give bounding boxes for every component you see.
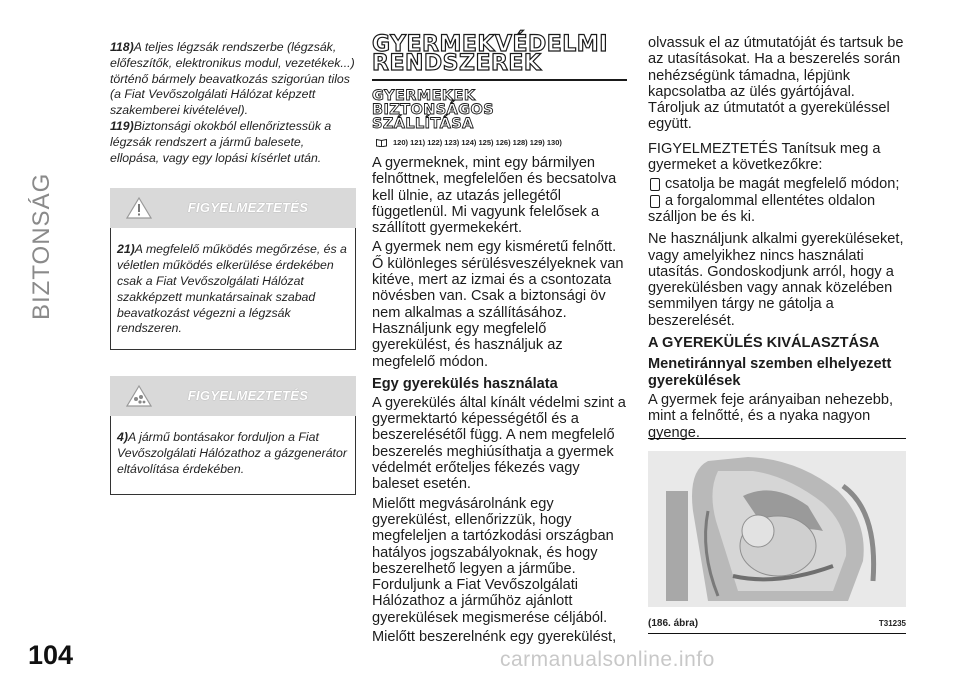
page-number: 104 <box>28 640 74 670</box>
body-middle <box>372 155 627 645</box>
paragraph: Mielőtt megvásárolnánk egy gyerekülést, ellenőrizzük, hogy megfeleljen a tartózkodási országban hatályos jogszabályoknak, és hogy beszerelhető legyen a járműbe. Forduljunk a Fiat Vevőszolgálati Hálózathoz a járműhöz ajánlott gyerekülések megismerése céljából. <box>372 495 614 626</box>
section-title: GYERMEKVÉDELMI RENDSZEREK <box>372 32 608 76</box>
figure-caption: (186. ábra) <box>648 618 699 629</box>
list-item: csatolja be magát megfelelő módon; <box>648 176 908 192</box>
note-118: 118)A teljes légzsák rendszerbe (légzsák, előfeszítők, elektronikus modul, vezetékek...) történő bármely beavatkozás szigorúan tilos (a Fiat Vevőszolgálati Hálózat képzett szakemberei kivételével). <box>110 40 355 118</box>
section-side-label: BIZTONSÁG <box>28 172 55 320</box>
warning-references: 120) 121) 122) 123) 124) 125) 126) 128) 129) 130) <box>372 138 627 147</box>
paragraph: A gyermek nem egy kisméretű felnőtt. Ő különleges sérülésveszélyeknek van kitéve, mert az izmai és a csontozata növésben van. Csak a biztonsági öv nem alkalmas a szállításához. Használjunk egy megfelelő gyerekülést, és használjuk az megfelelő módon. <box>372 239 624 370</box>
paragraph: A gyerekülés által kínált védelmi szint a gyermektartó képességétől és a beszerelésétől függ. A nem megfelelő beszerelés meghiúsíthatja a gyermek védelmét erőteljes fékezés vagy baleset esetén. <box>372 394 626 493</box>
checkbox-bullet-icon <box>650 178 660 191</box>
warning-header-2 <box>110 376 356 416</box>
figure-186 <box>648 438 906 634</box>
column-middle <box>372 32 627 648</box>
list-item-continuation: szálljon be és ki. <box>648 208 756 225</box>
checkbox-bullet-icon <box>650 195 660 208</box>
warning-box-1: 21)A megfelelő működés megőrzése, és a véletlen működés elkerülése érdekében csak a Fiat Vevőszolgálati Hálózat szakképzett munkatársainak szabad beavatkozást végezni a légzsák rendszeren. <box>110 228 356 350</box>
heading-child-seat-use: Egy gyerekülés használata <box>372 375 558 392</box>
heading-rear-facing: Menetiránnyal szemben elhelyezett gyerekülések <box>648 356 892 390</box>
column-left <box>110 40 356 495</box>
warning-box-2: 4)A jármű bontásakor forduljon a Fiat Vevőszolgálati Hálózathoz a gázgenerátor eltávolítása érdekében. <box>110 416 356 494</box>
subsection-title: GYERMEKEK BIZTONSÁGOS SZÁLLÍTÁSA <box>372 88 495 132</box>
title-rule <box>372 79 627 81</box>
paragraph: Mielőtt beszerelnénk egy gyerekülést, <box>372 629 617 646</box>
paragraph: FIGYELMEZTETÉS Tanítsuk meg a gyermeket a következőkre: <box>648 140 881 174</box>
warning-title-1: FIGYELMEZTETÉS <box>187 200 309 216</box>
warning-title-2: FIGYELMEZTETÉS <box>187 388 309 404</box>
book-icon <box>376 138 387 147</box>
paragraph: olvassuk el az útmutatóját és tartsuk be az utasításokat. Ha a beszerelés során nehézségünk támadna, lépjünk kapcsolatba az ülés gyártójával. Tároljuk az útmutatót a gyereküléssel együtt. <box>648 35 904 133</box>
warning-header-1 <box>110 188 356 228</box>
footnotes-block <box>110 40 356 166</box>
list-item: a forgalommal ellentétes oldalon <box>648 193 908 209</box>
rear-facing-child-seat-illustration <box>648 451 906 607</box>
paragraph: Ne használjunk alkalmi gyereküléseket, vagy amelyikhez nincs használati utasítás. Gondoskodjunk arról, hogy a gyerekülésben vagy annak közelében semmilyen tárgy ne gátolja a beszerelését. <box>648 231 904 329</box>
figure-code: T31235 <box>878 619 906 628</box>
watermark-text: carmanualsonline.info <box>500 648 715 671</box>
paragraph: A gyermeknek, mint egy bármilyen felnőttnek, megfelelően és becsatolva kell ülnie, az utazás jellegétől függetlenül. Mi vagyunk felelősek a szállított gyermekekért. <box>372 155 617 237</box>
paragraph: A gyermek feje arányaiban nehezebb, mint a felnőtté, és a nyaka nagyon gyenge. <box>648 392 894 441</box>
heading-seat-selection: A GYEREKÜLÉS KIVÁLASZTÁSA <box>648 335 880 352</box>
column-right <box>648 35 908 444</box>
note-119: 119)Biztonsági okokból ellenőriztessük a légzsák rendszert a jármű balesete, ellopása, vagy egy lopási kísérlet után. <box>110 118 332 165</box>
